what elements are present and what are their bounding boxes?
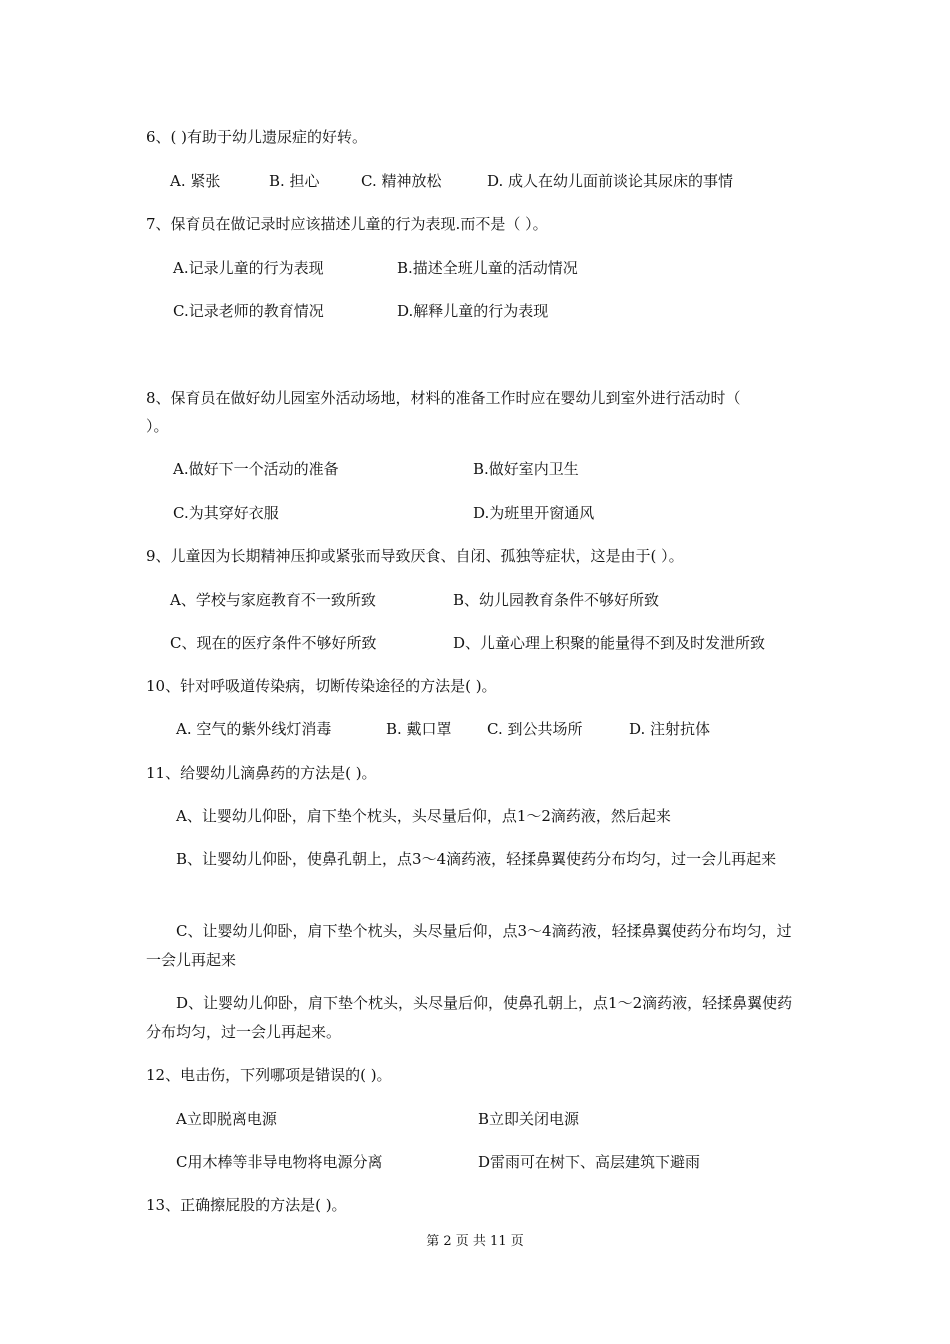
question-8-option-b: B.做好室内卫生 bbox=[473, 460, 579, 478]
question-11-stem: 11、给婴幼儿滴鼻药的方法是( )。 bbox=[146, 764, 377, 782]
question-10-stem: 10、针对呼吸道传染病，切断传染途径的方法是( )。 bbox=[146, 677, 497, 695]
question-7-option-a: A.记录儿童的行为表现 bbox=[173, 259, 324, 277]
question-6-option-c: C. 精神放松 bbox=[361, 172, 442, 190]
question-11-option-c: C、让婴幼儿仰卧，肩下垫个枕头，头尽量后仰，点3～4滴药液，轻揉鼻翼使药分布均匀，过一会儿再起来 bbox=[146, 922, 792, 969]
question-9-stem: 9、儿童因为长期精神压抑或紧张而导致厌食、自闭、孤独等症状，这是由于( ）。 bbox=[146, 547, 684, 565]
question-12-option-b: B立即关闭电源 bbox=[478, 1110, 580, 1128]
question-9-option-b: B、幼儿园教育条件不够好所致 bbox=[453, 591, 660, 609]
question-7-option-d: D.解释儿童的行为表现 bbox=[397, 302, 549, 320]
question-12-option-d: D雷雨可在树下、高层建筑下避雨 bbox=[478, 1153, 701, 1171]
question-6-option-a: A. 紧张 bbox=[170, 172, 221, 190]
question-13-stem: 13、正确擦屁股的方法是( )。 bbox=[146, 1196, 347, 1214]
question-12-option-a: A立即脱离电源 bbox=[176, 1110, 277, 1128]
question-10-option-b: B. 戴口罩 bbox=[386, 720, 452, 738]
question-11-option-a: A、让婴幼儿仰卧，肩下垫个枕头，头尽量后仰，点1～2滴药液，然后起来 bbox=[176, 807, 671, 825]
question-6-option-d: D. 成人在幼儿面前谈论其尿床的事情 bbox=[487, 172, 734, 190]
question-8-stem-line2: ）。 bbox=[146, 417, 169, 435]
question-9-option-c: C、现在的医疗条件不够好所致 bbox=[170, 634, 377, 652]
question-8-stem-line1: 8、保育员在做好幼儿园室外活动场地，材料的准备工作时应在婴幼儿到室外进行活动时（ bbox=[146, 389, 741, 407]
question-12-option-c: C用木棒等非导电物将电源分离 bbox=[176, 1153, 383, 1171]
question-7-option-c: C.记录老师的教育情况 bbox=[173, 302, 324, 320]
question-10-option-d: D. 注射抗体 bbox=[629, 720, 711, 738]
question-9-option-a: A、学校与家庭教育不一致所致 bbox=[170, 591, 376, 609]
question-10-option-a: A. 空气的紫外线灯消毒 bbox=[176, 720, 332, 738]
question-11-option-b: B、让婴幼儿仰卧，使鼻孔朝上，点3～4滴药液，轻揉鼻翼使药分布均匀，过一会儿再起来 bbox=[176, 850, 777, 868]
question-7-stem: 7、保育员在做记录时应该描述儿童的行为表现.而不是（ ）。 bbox=[146, 215, 548, 233]
question-10-option-c: C. 到公共场所 bbox=[487, 720, 583, 738]
question-8-option-a: A.做好下一个活动的准备 bbox=[173, 460, 339, 478]
question-12-stem: 12、电击伤，下列哪项是错误的( )。 bbox=[146, 1066, 392, 1084]
question-11-option-d: D、让婴幼儿仰卧，肩下垫个枕头，头尽量后仰，使鼻孔朝上，点1～2滴药液，轻揉鼻翼使药分布均匀，过一会儿再起来。 bbox=[146, 994, 793, 1041]
question-8-option-c: C.为其穿好衣服 bbox=[173, 504, 279, 522]
question-8-option-d: D.为班里开窗通风 bbox=[473, 504, 595, 522]
question-7-option-b: B.描述全班儿童的活动情况 bbox=[397, 259, 578, 277]
page-footer: 第 2 页 共 11 页 bbox=[426, 1234, 524, 1249]
question-9-option-d: D、儿童心理上积聚的能量得不到及时发泄所致 bbox=[453, 634, 766, 652]
question-6-stem: 6、( )有助于幼儿遗尿症的好转。 bbox=[146, 128, 368, 146]
question-6-option-b: B. 担心 bbox=[269, 172, 320, 190]
